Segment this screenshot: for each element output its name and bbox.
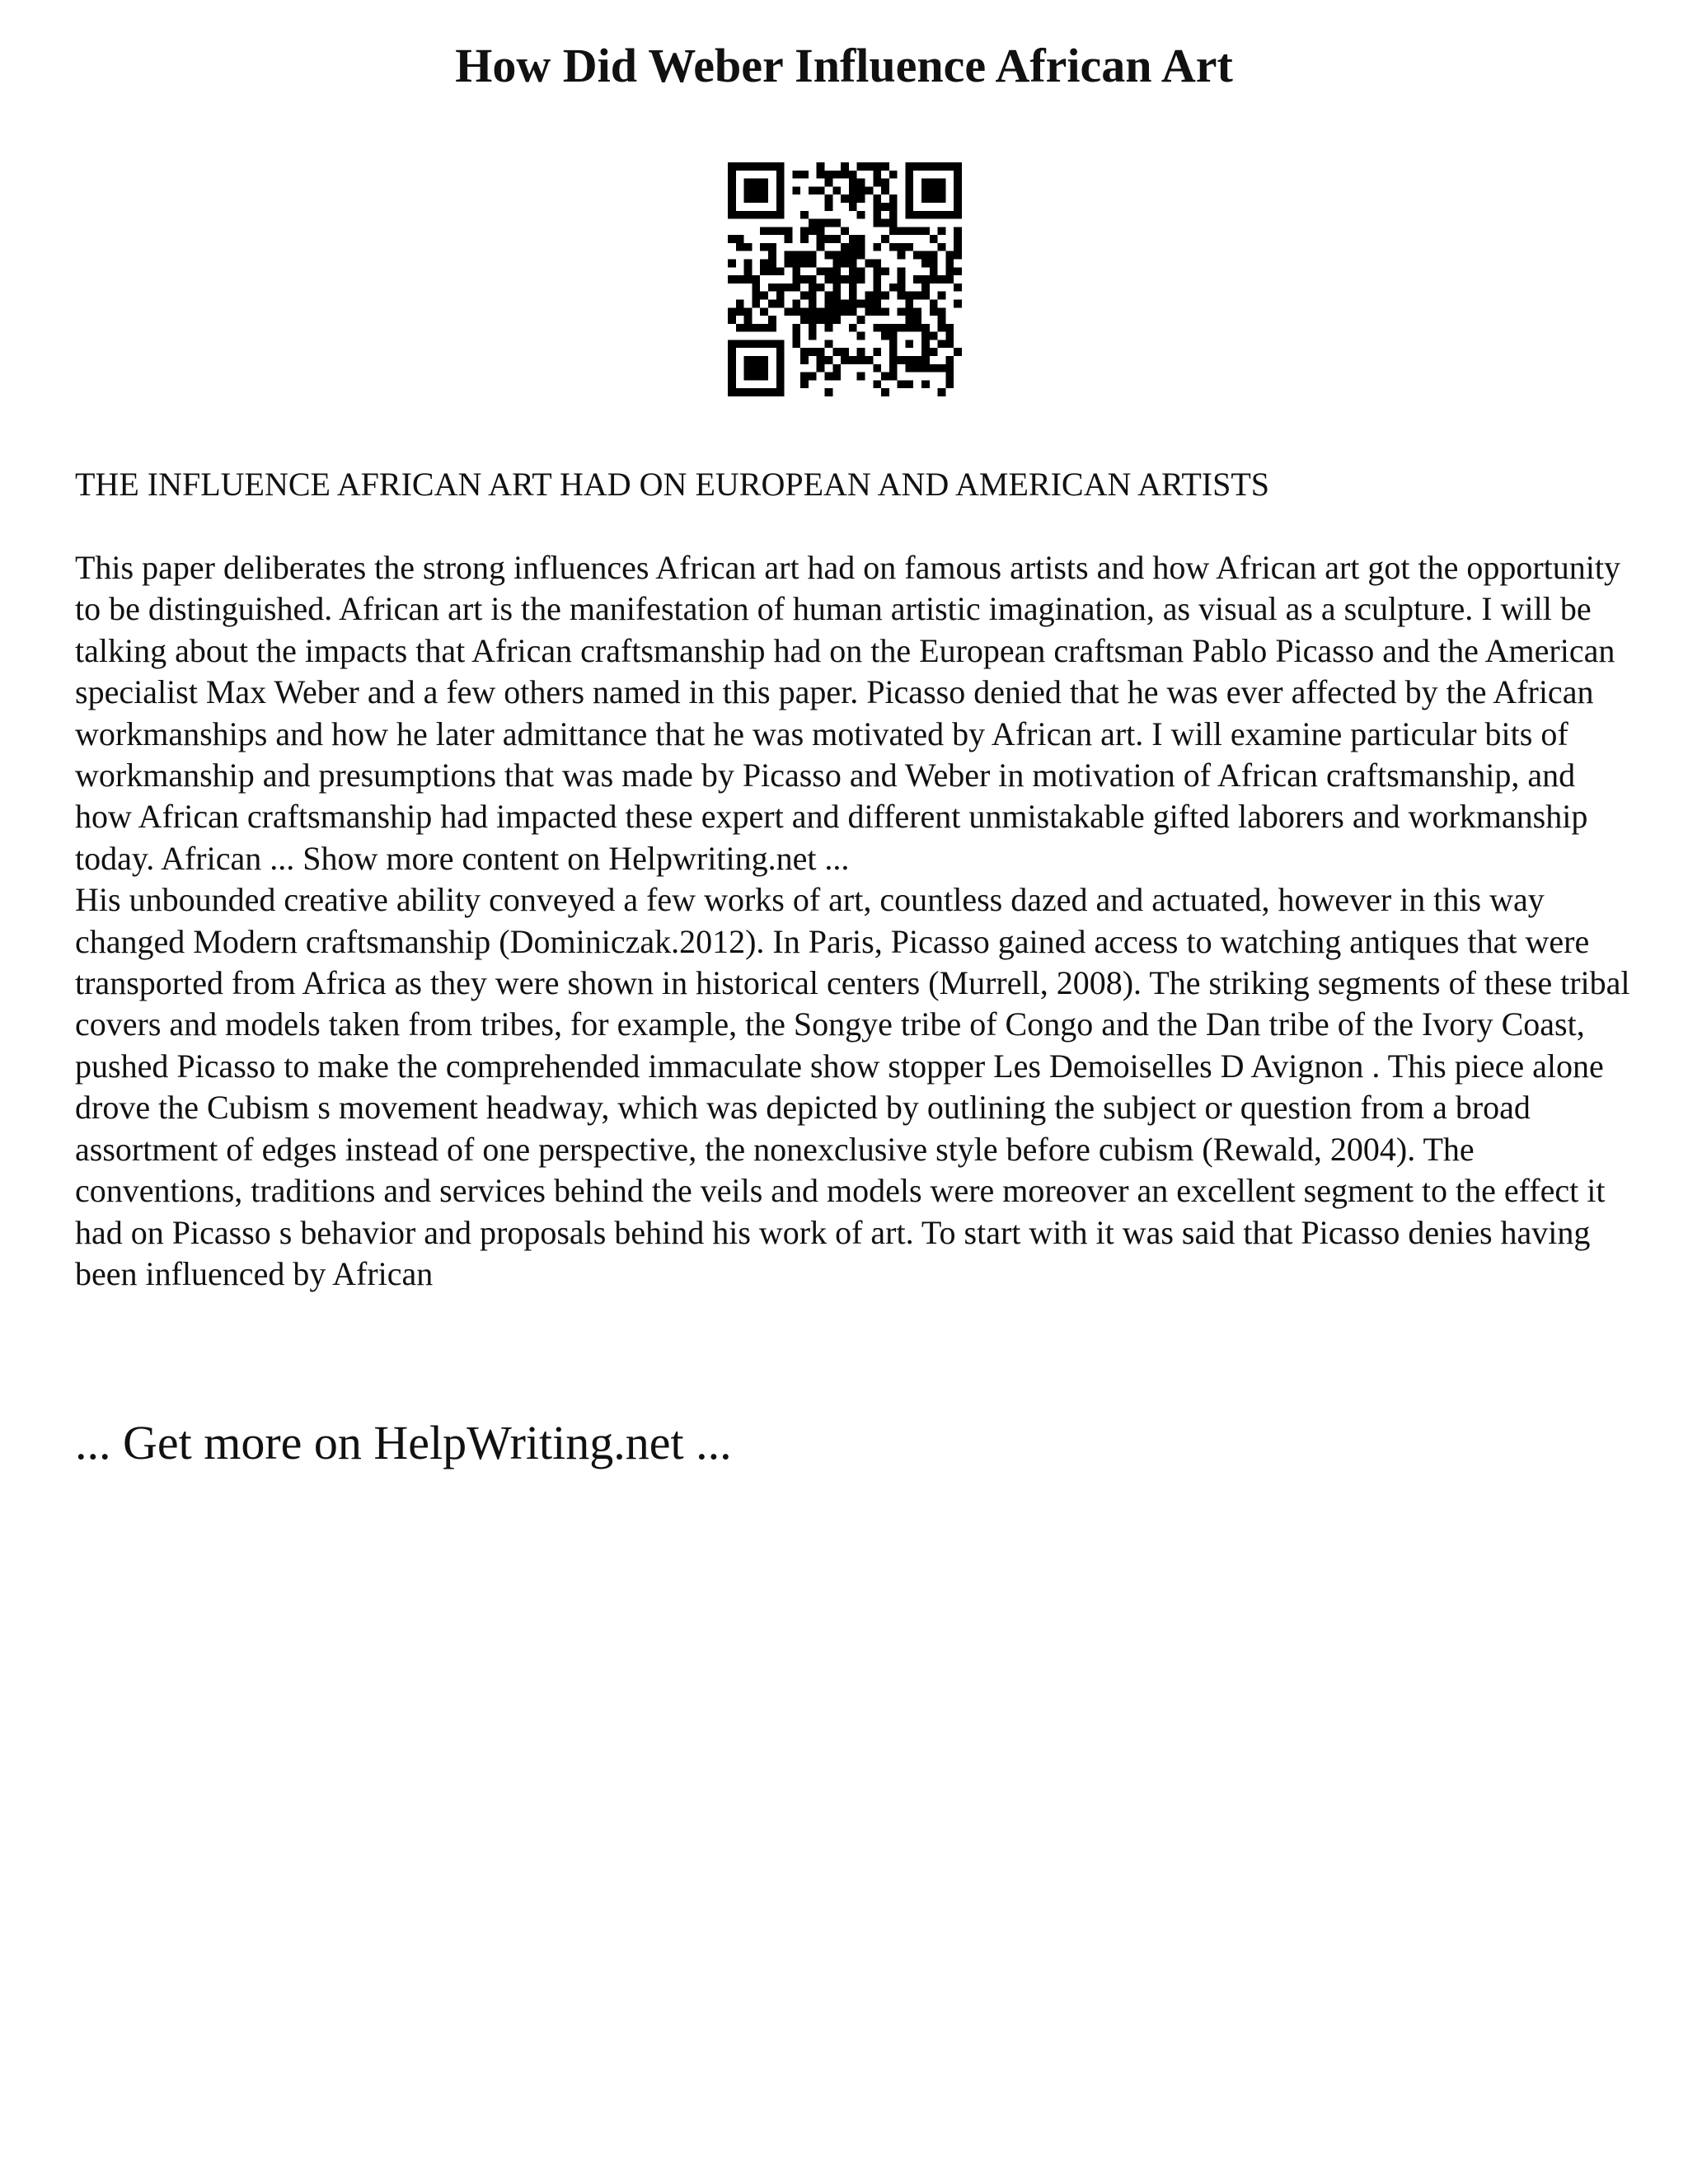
paragraph: His unbounded creative ability conveyed a few works of art, countless dazed and actuated, however in this way changed Modern craftsmanship (Dominiczak.2012). In Paris, Picasso gained access to watching antiques that were transported from Africa as they were shown in historical centers (Murrell, 2008). The striking segments of these tribal covers and models taken from tribes, for example, the Songye tribe of Congo and the Dan tribe of the Ivory Coast, pushed Picasso to make the comprehended immaculate show stopper Les Demoiselles D Avignon . This piece alone drove the Cubism s movement headway, which was depicted by outlining the subject or question from a broad assortment of edges instead of one perspective, the nonexclusive style before cubism (Rewald, 2004). The conventions, traditions and services behind the veils and models were moreover an excellent segment to the effect it had on Picasso s behavior and proposals behind his work of art. To start with it was said that Picasso denies having been influenced by African xyxy=(75,881,1630,1292)
section-heading: THE INFLUENCE AFRICAN ART HAD ON EUROPEAN AND AMERICAN ARTISTS xyxy=(75,466,1270,503)
paragraph: This paper deliberates the strong influences African art had on famous artists and how African art got the opportunity to be distinguished. African art is the manifestation of human artistic imagination, as visual as a sculpture. I will be talking about the impacts that African craftsmanship had on the European craftsman Pablo Picasso and the American specialist Max Weber and a few others named in this paper. Picasso denied that he was ever affected by the African workmanships and how he later admittance that he was motivated by African art. I will examine particular bits of workmanship and presumptions that was made by Picasso and Weber in motivation of African craftsmanship, and how African craftsmanship had impacted these expert and different unmistakable gifted laborers and workmanship today. African ... Show more content on Helpwriting.net ... xyxy=(75,549,1621,877)
document-title: How Did Weber Influence African Art xyxy=(455,39,1233,92)
qr-code-icon xyxy=(728,162,962,396)
article-body xyxy=(75,547,1633,1295)
get-more-link[interactable]: ... Get more on HelpWriting.net ... xyxy=(75,1416,732,1469)
